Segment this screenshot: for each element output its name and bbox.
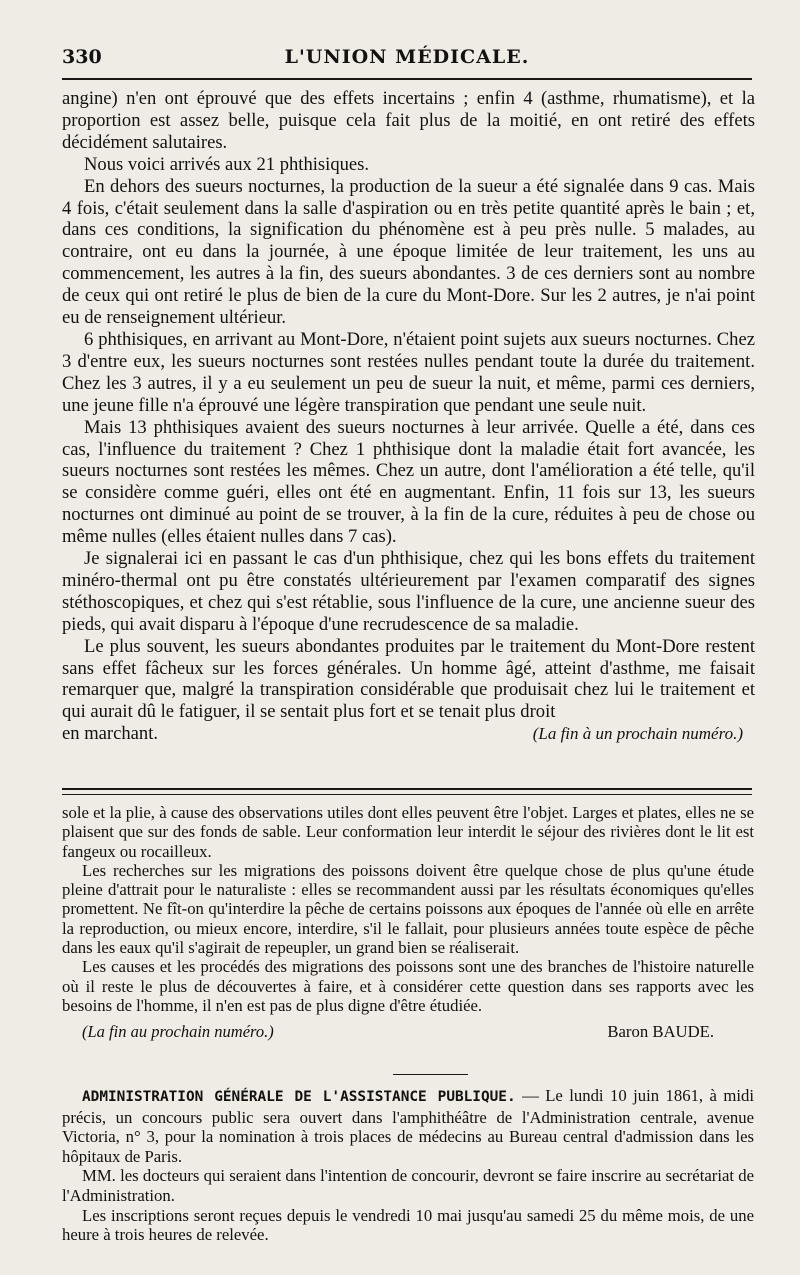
feuilleton-signoff [62, 1022, 754, 1041]
article-paragraph: Je signalerai ici en passant le cas d'un phthisique, chez qui les bons effets du traitement minéro-thermal ont pu être constatés ultérieurement par l'examen comparatif des signes stéthoscopiques, et chez qui s'est rétablie, sous l'influence de la cure, une ancienne sueur des pieds, qui avait disparu à l'époque d'une recrudescence de sa maladie. [62, 548, 755, 635]
short-divider [393, 1074, 468, 1075]
main-article [62, 88, 755, 745]
section-divider [62, 788, 752, 795]
article-paragraph: angine) n'en ont éprouvé que des effets incertains ; enfin 4 (asthme, rhumatisme), et la proportion est assez belle, puisque cela fait plus de la moitié, en ont retiré des effets décidément salutaires. [62, 88, 755, 153]
article-paragraph: Nous voici arrivés aux 21 phthisiques. [84, 153, 370, 175]
article-paragraph: Mais 13 phthisiques avaient des sueurs nocturnes à leur arrivée. Quelle a été, dans ces cas, l'influence du traitement ? Chez 1 phthisique dont la maladie était fort avancée, les sueurs nocturnes sont restées les mêmes. Chez un autre, dont l'amélioration a été telle, qu'il se considère comme guéri, elles ont été en augmentant. Enfin, 11 fois sur 13, les sueurs nocturnes ont diminué au point de se trouver, à la fin de la cure, réduites à peu de chose ou même nulles (elles étaient nulles dans 7 cas). [62, 416, 755, 548]
author-signature: Baron BAUDE. [607, 1022, 714, 1042]
article-final-words: en marchant. [62, 723, 159, 745]
feuilleton-paragraph: Les recherches sur les migrations des poissons doivent être quelque chose de plus qu'une étude pleine d'attrait pour le naturaliste : elles se recommandent aussi par les résultats économiques qu'elles promettent. Ne fît-on qu'interdire la pêche de certains poissons aux époques de l'année où elle en arrête la reproduction, ou mieux encore, interdire, s'il le fallait, pour plusieurs années toute espèce de pêche dans les eaux qu'il s'agirait de repeupler, un grand bien se réaliserait. [62, 860, 754, 958]
to-be-continued-note: (La fin au prochain numéro.) [82, 1022, 274, 1042]
feuilleton-paragraph: Les causes et les procédés des migrations des poissons sont une des branches de l'histoire naturelle où il reste le plus de découvertes à faire, et à considérer cette question dans ses rapports avec les besoins de l'homme, il n'en est pas de plus digne d'être étudiée. [62, 957, 754, 1015]
notice-paragraph [62, 1086, 754, 1166]
running-title: L'UNION MÉDICALE. [284, 46, 530, 68]
to-be-continued-note: (La fin à un prochain numéro.) [532, 724, 743, 744]
page-number: 330 [62, 46, 102, 68]
feuilleton-section [62, 803, 754, 1042]
article-paragraph: En dehors des sueurs nocturnes, la production de la sueur a été signalée dans 9 cas. Mais 4 fois, c'était seulement dans la salle d'aspiration ou en très petite quantité après le bain ; et, dans ces conditions, la signification du phénomène est à peu près nulle. 5 malades, au contraire, ont eu dans la journée, à une époque limitée de leur traitement, les uns au commencement, les autres à la fin, des sueurs abondantes. 3 de ces derniers sont au nombre de ceux qui ont retiré le plus de bien de la cure du Mont-Dore. Sur les 2 autres, je n'ai point eu de renseignement ultérieur. [62, 175, 755, 329]
header-rule [62, 78, 752, 80]
article-paragraph: Le plus souvent, les sueurs abondantes produites par le traitement du Mont-Dore restent sans effet fâcheux sur les forces générales. Un homme âgé, atteint d'asthme, me faisait remarquer que, malgré la transpiration considérable que produisait chez lui le traitement et qui aurait dû le fatiguer, il se sentait plus fort et se tenait plus droit [62, 635, 755, 723]
notice-heading: ADMINISTRATION GÉNÉRALE DE L'ASSISTANCE PUBLIQUE. [82, 1089, 516, 1105]
notice-text: — Le lundi 10 juin 1861, à midi précis, un concours public sera ouvert dans l'amphithéâtre de l'Administration centrale, avenue Victoria, n° 3, pour la nomination à trois places de médecins au Bureau central d'admission dans les hôpitaux de Paris. [62, 1086, 755, 1166]
notice-paragraph: MM. les docteurs qui seraient dans l'intention de concourir, devront se faire inscrire au secrétariat de l'Administration. [62, 1166, 754, 1205]
page-header [62, 44, 752, 74]
notice-paragraph: Les inscriptions seront reçues depuis le vendredi 10 mai jusqu'au samedi 25 du même mois, de une heure à trois heures de relevée. [62, 1205, 754, 1245]
feuilleton-paragraph: sole et la plie, à cause des observations utiles dont elles peuvent être l'objet. Larges et plates, elles ne se plaisent que sur des fonds de sable. Leur conformation leur interdit le séjour des rivières dont le lit est fangeux ou rocailleux. [62, 803, 754, 861]
article-paragraph: 6 phthisiques, en arrivant au Mont-Dore, n'étaient point sujets aux sueurs nocturnes. Chez 3 d'entre eux, les sueurs nocturnes sont restées nulles pendant toute la durée du traitement. Chez les 3 autres, il y a eu seulement un peu de sueur la nuit, et même, parmi ces derniers, une jeune fille n'a éprouvé une légère transpiration que pendant une seule nuit. [62, 328, 755, 416]
article-closing-line [62, 723, 755, 745]
public-notice [62, 1086, 754, 1245]
